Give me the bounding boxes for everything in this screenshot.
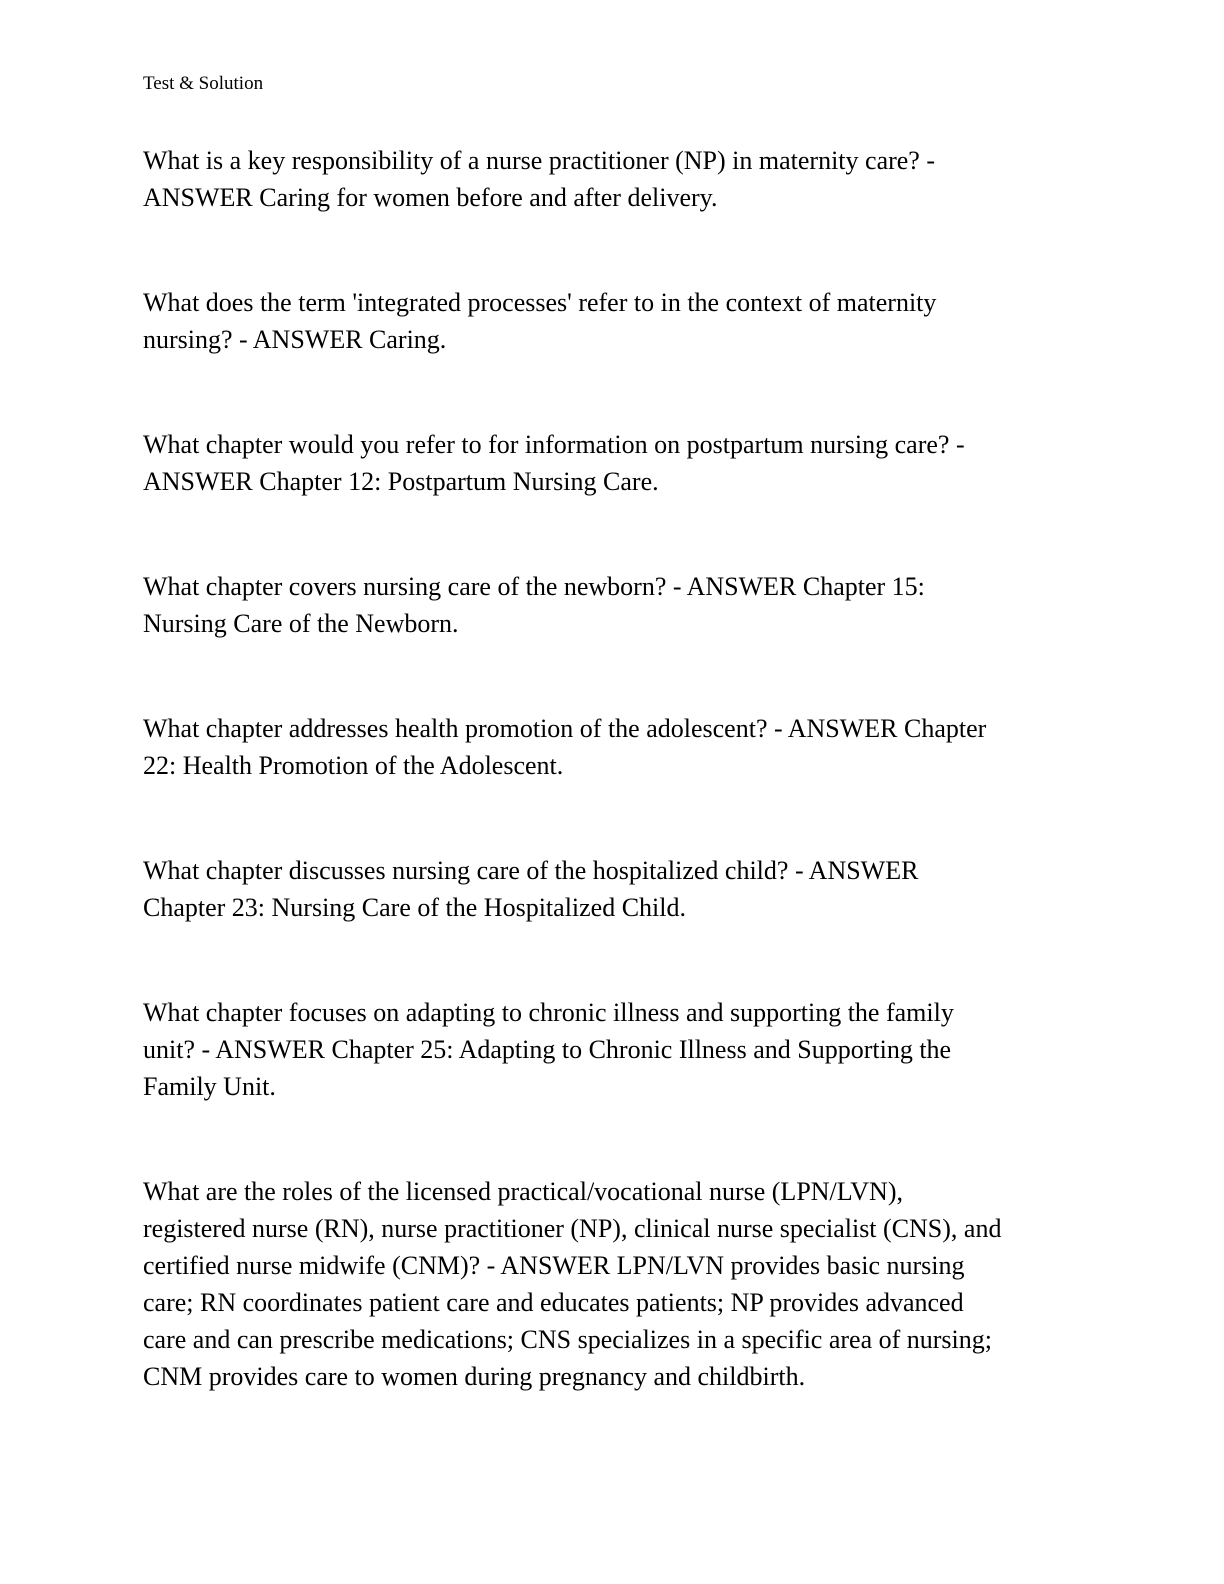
qa-item-8: What are the roles of the licensed practical/vocational nurse (LPN/LVN), registered nurse (RN), nurse practitioner (NP), clinical nurse specialist (CNS), and certified nurse midwife (CNM)? - ANSWER LPN/LVN provides basic nursing care; RN coordinates patient care and educates patients; NP provides advanced care and can prescribe medications; CNS specializes in a specific area of nursing; CNM provides care to women during pregnancy and childbirth. bbox=[143, 1177, 1002, 1391]
qa-item-1: What is a key responsibility of a nurse practitioner (NP) in maternity care? - ANSWER Caring for women before and after delivery. bbox=[143, 146, 936, 212]
qa-item-5: What chapter addresses health promotion of the adolescent? - ANSWER Chapter 22: Health Promotion of the Adolescent. bbox=[143, 714, 987, 780]
page-header: Test & Solution bbox=[143, 73, 264, 94]
qa-item-7: What chapter focuses on adapting to chronic illness and supporting the family unit? - ANSWER Chapter 25: Adapting to Chronic Illness and Supporting the Family Unit. bbox=[143, 998, 954, 1101]
qa-item-4: What chapter covers nursing care of the newborn? - ANSWER Chapter 15: Nursing Care of the Newborn. bbox=[143, 572, 925, 638]
qa-list bbox=[143, 142, 1073, 1463]
qa-item-2: What does the term 'integrated processes' refer to in the context of maternity nursing? - ANSWER Caring. bbox=[143, 288, 937, 354]
qa-item-6: What chapter discusses nursing care of the hospitalized child? - ANSWER Chapter 23: Nursing Care of the Hospitalized Child. bbox=[143, 856, 919, 922]
qa-item-3: What chapter would you refer to for information on postpartum nursing care? - ANSWER Chapter 12: Postpartum Nursing Care. bbox=[143, 430, 965, 496]
